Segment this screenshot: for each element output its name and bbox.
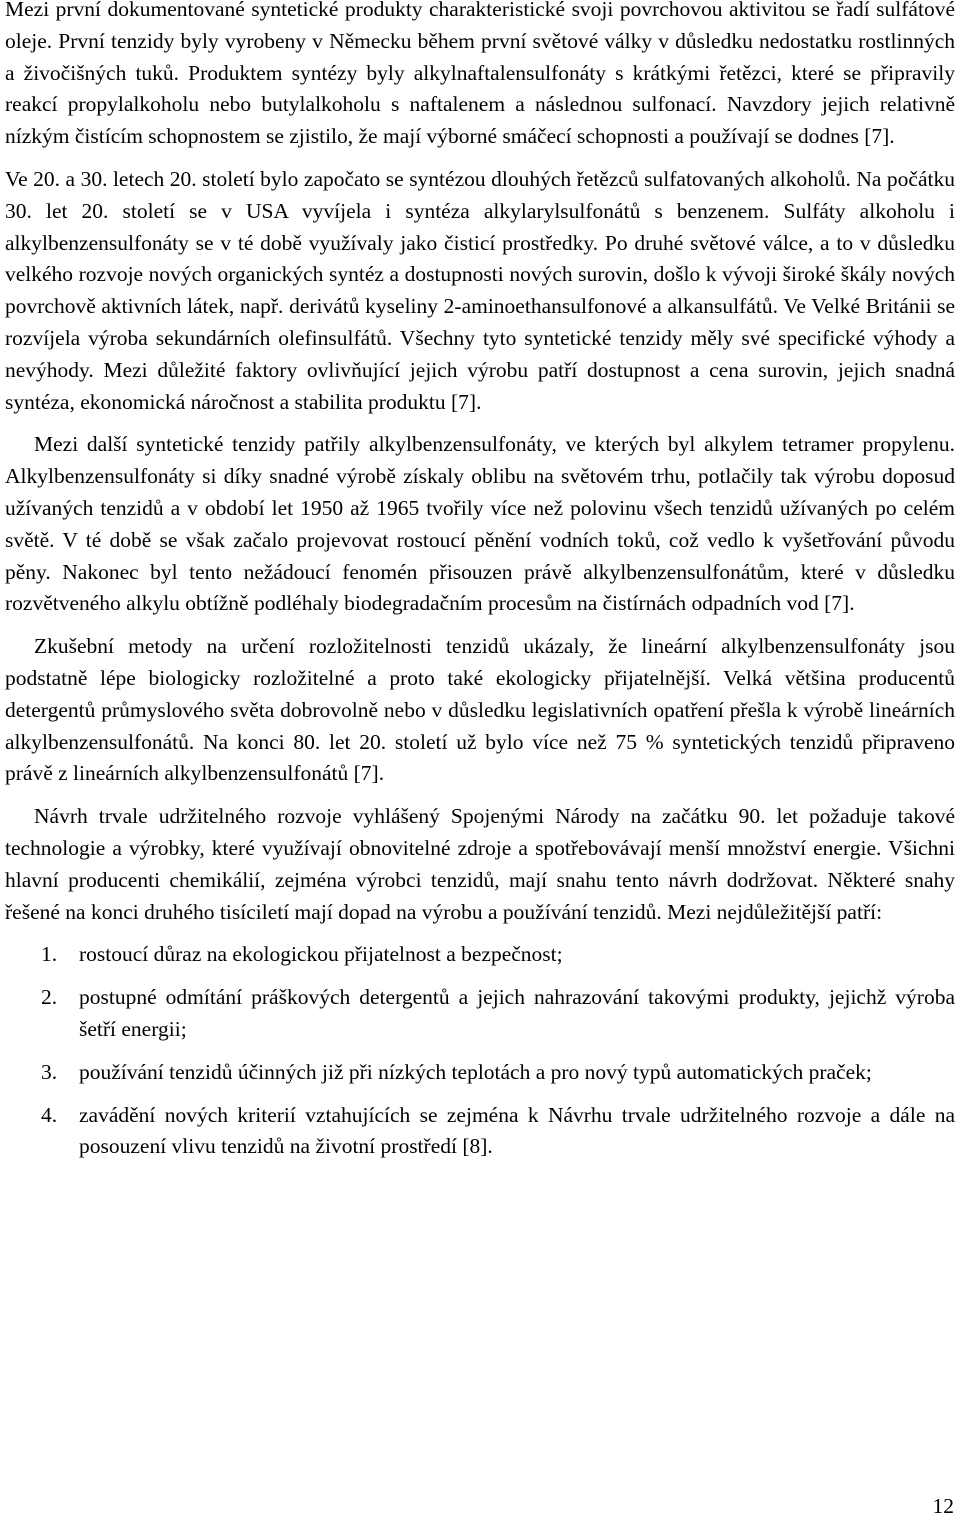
list-item-text: postupné odmítání práškových detergentů a jejich nahrazování takovými produkty, jejichž výroba šetří energii; [79, 985, 955, 1041]
list-item-number: 1. [41, 942, 58, 967]
numbered-list [5, 939, 955, 1163]
paragraph-2: Ve 20. a 30. letech 20. století bylo započato se syntézou dlouhých řetězců sulfatovaných alkoholů. Na počátku 30. let 20. století se v USA vyvíjela i syntéza alkylarylsulfonátů s benzenem. Sulfáty alkoholu i alkylbenzensulfonáty se v té době využívaly jako čisticí prostředky. Po druhé světové válce, a to v důsledku velkého rozvoje nových organických syntéz a dostupnosti nových surovin, došlo k vývoji široké škály nových povrchově aktivních látek, např. derivátů kyseliny 2-aminoethansulfonové a alkansulfátů. Ve Velké Británii se rozvíjela výroba sekundárních olefinsulfátů. Všechny tyto syntetické tenzidy měly své specifické výhody a nevýhody. Mezi důležité faktory ovlivňující jejich výrobu patří dostupnost a cena surovin, jejich snadná syntéza, ekonomická náročnost a stabilita produktu [7]. [5, 166, 955, 414]
paragraph-4: Zkušební metody na určení rozložitelnosti tenzidů ukázaly, že lineární alkylbenzensulfonáty jsou podstatně lépe biologicky rozložitelné a proto také ekologicky přijatelnější. Velká většina producentů detergentů průmyslového světa dobrovolně nebo v důsledku legislativních opatření přešla k výrobě lineárních alkylbenzensulfonátů. Na konci 80. let 20. století už bylo více než 75 % syntetických tenzidů připraveno právě z lineárních alkylbenzensulfonátů [7]. [5, 634, 955, 786]
paragraph-1: Mezi první dokumentované syntetické produkty charakteristické svoji povrchovou aktivitou se řadí sulfátové oleje. První tenzidy byly vyrobeny v Německu během první světové války v důsledku nedostatku rostlinných a živočišných tuků. Produktem syntézy byly alkylnaftalensulfonáty s krátkými řetězci, které se připravily reakcí propylalkoholu nebo butylalkoholu s naftalenem a následnou sulfonací. Navzdory jejich relativně nízkým čistícím schopnostem se zjistilo, že mají výborné smáčecí schopnosti a používají se dodnes [7]. [5, 0, 955, 149]
list-item-text: používání tenzidů účinných již při nízkých teplotách a pro nový typů automatických praček; [79, 1059, 872, 1084]
list-item-text: zavádění nových kriterií vztahujících se zejména k Návrhu trvale udržitelného rozvoje a dále na posouzení vlivu tenzidů na životní prostředí [8]. [79, 1102, 955, 1159]
list-item [5, 1057, 955, 1089]
paragraph-5: Návrh trvale udržitelného rozvoje vyhlášený Spojenými Národy na začátku 90. let požaduje takové technologie a výrobky, které využívají obnovitelné zdroje a spotřebovávají menší množství energie. Všichni hlavní producenti chemikálií, zejména výrobci tenzidů, mají snahu tento návrh dodržovat. Některé snahy řešené na konci druhého tisíciletí mají dopad na výrobu a používání tenzidů. Mezi nejdůležitější patří: [5, 804, 955, 924]
list-item [5, 1100, 955, 1164]
list-item-text: rostoucí důraz na ekologickou přijatelnost a bezpečnost; [79, 942, 563, 967]
list-item-number: 4. [41, 1102, 58, 1127]
list-item-number: 2. [41, 985, 58, 1010]
document-page [5, 0, 955, 1174]
page-number: 12 [932, 1494, 954, 1518]
paragraph-3: Mezi další syntetické tenzidy patřily alkylbenzensulfonáty, ve kterých byl alkylem tetramer propylenu. Alkylbenzensulfonáty si díky snadné výrobě získaly oblibu na světovém trhu, potlačily tak výrobu doposud užívaných tenzidů a v období let 1950 až 1965 tvořily více než polovinu všech tenzidů užívaných po celém světě. V té době se však začalo projevovat rostoucí pěnění vodních toků, což vedlo k vyšetřování původu pěny. Nakonec byl tento nežádoucí fenomén přisouzen právě alkylbenzensulfonátům, které v důsledku rozvětveného alkylu obtížně podléhaly biodegradačním procesům na čistírnách odpadních vod [7]. [5, 432, 955, 616]
list-item-number: 3. [41, 1059, 58, 1084]
list-item [5, 982, 955, 1046]
list-item [5, 939, 955, 971]
